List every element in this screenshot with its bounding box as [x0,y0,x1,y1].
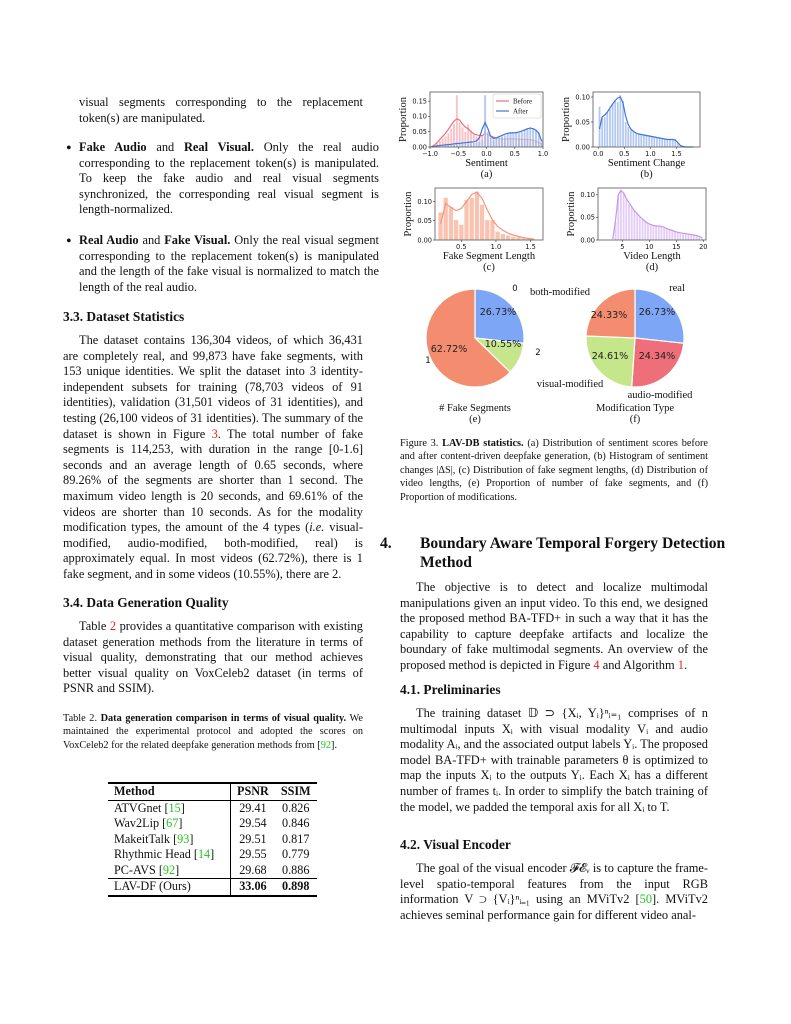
y-tick-label: 0.10 [417,197,432,206]
histogram-bar [679,233,681,240]
method-cell: PC-AVS [92] [108,863,231,879]
table-row [108,847,317,863]
histogram-bar [644,221,646,240]
histogram-bar [501,234,506,240]
x-tick-label: 15 [672,243,681,251]
histogram-bar [459,144,461,147]
histogram-bar [495,232,500,240]
histogram-bar [456,144,458,147]
x-tick-label: 1.5 [525,243,536,251]
header-psnr: PSNR [237,784,269,798]
y-tick-label: 0.00 [412,143,427,152]
bullet-fake-audio: • Fake Audio and Real Visual. Only the real audio corresponding to the replacement token(s) is manipulated. To keep the fake audio and real visual segments synchronized, the corresponding real visual segment is length-normalized. [66,140,379,217]
y-tick-label: 0.10 [580,191,595,200]
histogram-bar [473,143,475,147]
histogram-bar [631,207,633,240]
x-tick-label: 5 [620,243,625,251]
histogram-bar [511,237,516,240]
y-axis-label: Proportion [561,97,572,142]
table2 [108,782,317,897]
y-tick-label: 0.10 [575,93,590,102]
bullet-dot: • [66,140,72,157]
bullet-text: Only the real audio corresponding to the replacement token(s) is manipulated. To keep the fake audio and real visual segments synchronized, the corresponding real visual segment is length-normalized. [79,140,379,217]
section-heading-4-1: 4.1. Preliminaries [400,682,501,697]
bullet-dot: • [66,233,72,250]
pie-title: Modification Type [595,403,675,414]
histogram-bar [652,226,654,240]
x-tick-label: 1.0 [490,243,502,251]
histogram-bar [674,231,676,240]
subfigure-label: (d) [645,262,659,273]
histogram-bar [475,191,480,240]
pie-value-label: 24.34% [638,351,676,362]
ssim-cell: 0.826 [282,800,310,815]
section-4-paragraph: The objective is to detect and localize multimodal manipulations given an input video. To this end, we designed the proposed method BA-TFD+ in such a way that it has the capability to capture deepfake artifacts and localize the boundary of fake multimodal segments. An overview of the proposed method is depicted in Figure 4 and Algorithm 1. [400,580,708,672]
histogram-bar [625,122,627,147]
citation-link[interactable]: 92 [320,739,332,751]
subfigure-label: (b) [640,169,653,180]
histogram-bar [609,109,611,147]
histogram-bar [687,234,689,240]
histogram-bar [653,137,655,148]
x-axis-label: Sentiment Change [607,158,686,169]
chart-f-modification-type-pie [530,283,693,425]
y-tick-label: 0.05 [412,128,427,137]
method-cell: Wav2Lip [67] [108,816,231,832]
y-tick-label: 0.00 [417,236,432,245]
x-tick-label: 1.0 [537,150,549,158]
header-ssim: SSIM [280,784,311,798]
histogram-bar [672,140,674,147]
histogram-bar [476,142,478,147]
y-axis-label: Proportion [403,191,414,237]
bullet-bold: Real Audio [79,233,139,247]
histogram-bar [620,190,622,240]
dataset-statistics-paragraph: The dataset contains 136,304 videos, of which 36,431 are completely real, and 99,873 have fake segments, with 153 unique identities. We split the dataset into 3 identity-independent subsets for training (78,703 videos of 91 identities), validation (31,501 videos of 31 identities), and testing (26,100 videos of 31 identities). The summary of the dataset is shown in Figure 3. The total number of fake segments is 114,253, with duration in the range [0-1.6] seconds and an average length of 0.65 seconds, where 89.26% of the segments are shorter than 1 second. The maximum video length is 20 seconds, and 69.61% of the videos are shorter than 10 seconds. As for the modality modification types, the amount of the 4 types (i.e. visual-modified, audio-modified, both-modified, real) is approximately equal. In most videos (62.72%), there is 1 fake segment, and in some videos (10.55%), there are 2. [63,333,363,581]
chart-b-sentiment-change [561,92,700,180]
y-tick-label: 0.05 [417,217,432,226]
citation-link[interactable]: 50 [639,892,653,907]
bullet-bold: Fake Audio [79,140,147,154]
histogram-bar [461,144,463,147]
histogram-bar [509,132,511,147]
histogram-bar [495,138,497,147]
visual-encoder-paragraph: The goal of the visual encoder 𝓕𝓔ᵥ is to capture the frame-level spatio-temporal features from the input RGB information V ⊃ {Vᵢ}ⁿᵢ₌₁ using an MViTv2 [50]. MViTv2 achieves seminal performance gain for different video anal- [400,861,708,922]
histogram-bar [682,233,684,240]
pie-category-label: 2 [535,348,541,358]
histogram-bar [498,137,500,147]
histogram-bar [635,133,637,147]
histogram-bar [664,139,666,148]
y-tick-label: 0.05 [575,118,590,127]
pie-category-label: real [669,283,685,294]
x-tick-label: 10 [645,243,654,251]
header-method: Method [108,783,231,800]
histogram-bar [518,133,520,147]
x-tick-label: −1.0 [421,150,439,158]
table-row [108,863,317,879]
histogram-bar [614,101,616,147]
x-tick-label: 1.0 [645,150,656,158]
citation-link[interactable]: 15 [168,800,181,815]
table-header-row [108,783,317,800]
y-tick-label: 0.00 [580,236,595,245]
histogram-bar [492,139,494,147]
pie-value-label: 26.73% [638,307,676,318]
x-axis-label: Video Length [623,251,681,262]
histogram-bar [526,129,528,147]
pie-value-label: 24.33% [590,310,628,321]
y-tick-label: 0.00 [575,143,590,152]
bullet-bold: Real Visual. [183,140,254,154]
histogram-bar [640,135,642,148]
histogram-bar [521,132,523,147]
histogram-bar [467,143,469,147]
pie-category-label: visual-modified [536,379,604,390]
histogram-bar [490,138,492,147]
psnr-cell: 33.06 [239,879,267,893]
subfigure-label: (a) [480,169,493,180]
citation-link[interactable]: 93 [177,831,190,846]
histogram-bar [470,143,472,147]
section-heading-3-4: 3.4. Data Generation Quality [63,595,229,610]
histogram-bar [487,132,489,147]
method-cell: LAV-DF (Ours) [108,879,231,896]
histogram-bar [677,232,679,240]
histogram-bar [647,223,649,240]
table2-caption: Table 2. Data generation comparison in terms of visual quality. We maintained the experimental protocol and adopted the scores on VoxCeleb2 for the related deepfake generation methods from [92]. [63,713,363,751]
x-tick-label: 0.0 [592,150,604,158]
pie-value-label: 24.61% [591,351,629,362]
x-tick-label: 0.5 [619,150,630,158]
histogram-bar [512,133,514,147]
bullet-fake-visual: • Real Audio and Fake Visual. Only the real visual segment corresponding to the replacement token(s) is manipulated and the length of the fake visual is normalized to match the length of the real audio. [66,233,379,294]
histogram-bar [504,135,506,147]
histogram-bar [630,130,632,148]
section-heading-4-2: 4.2. Visual Encoder [400,837,511,852]
histogram-bar [481,139,483,147]
histogram-bar [690,235,692,240]
ssim-cell: 0.846 [282,816,310,830]
histogram-bar [469,198,474,240]
y-tick-label: 0.10 [412,112,427,121]
x-tick-label: 1.5 [671,150,682,158]
pie-value-label: 62.72% [430,344,468,355]
histogram-bar [659,138,661,148]
histogram-bar [449,207,454,240]
table-row-ours [108,879,317,896]
histogram-bar [660,226,662,240]
histogram-bar [524,130,526,147]
histogram-bar [464,200,469,240]
chart-c-fake-segment-length [403,188,543,273]
pie-category-label: audio-modified [627,390,693,401]
pie-value-label: 10.55% [484,339,522,350]
legend-label: Before [513,97,533,106]
histogram-bar [693,235,695,240]
subfigure-label: (c) [483,262,495,273]
y-tick-label: 0.15 [412,97,427,106]
x-tick-label: 0.0 [481,150,492,158]
section-heading-3-3: 3.3. Dataset Statistics [63,309,185,324]
x-axis-label: Sentiment [465,158,508,169]
section-heading-4: 4. Boundary Aware Temporal Forgery Detection Method [380,535,726,571]
figure-ref-link[interactable]: 3 [211,426,218,441]
table-row [108,832,317,848]
histogram-bar [625,199,627,240]
histogram-bar [627,127,629,147]
citation-link[interactable]: 67 [166,816,179,830]
pie-title: # Fake Segments [439,403,511,414]
histogram-bar [633,211,635,240]
histogram-bar [619,95,621,147]
histogram-bar [456,95,458,147]
pie-category-label: both-modified [529,287,591,298]
bullet-text: Only the real visual segment corresponding to the replacement token(s) is manipulated and the length of the fake visual is normalized to match the length of the real audio. [79,233,379,294]
y-axis-label: Proportion [398,97,409,142]
table-row [108,816,317,832]
psnr-cell: 29.55 [239,847,267,861]
histogram-bar [478,142,480,148]
histogram-bar [604,117,606,147]
x-tick-label: 20 [699,243,708,251]
legend-label: After [513,107,528,116]
x-tick-label: −0.5 [450,150,467,158]
histogram-bar [655,226,657,240]
x-tick-label: 0.5 [509,150,520,158]
histogram-bar [632,132,634,147]
algorithm-ref-link[interactable]: 1 [677,657,684,672]
pie-slice [632,338,684,387]
histogram-bar [459,225,464,240]
x-tick-label: 0.5 [456,243,467,251]
histogram-bar [648,135,650,147]
histogram-bar [501,136,503,147]
histogram-bar [669,140,671,148]
ssim-cell: 0.898 [282,879,310,893]
histogram-bar [612,104,614,147]
method-cell: MakeitTalk [93] [108,832,231,848]
pie-category-label: 0 [512,284,518,294]
histogram-bar [643,135,645,147]
histogram-bar [639,216,641,240]
subfigure-label: (f) [629,414,641,425]
histogram-bar [671,231,673,240]
chart-a-sentiment [398,92,548,180]
histogram-bar [666,139,668,147]
histogram-bar [532,128,534,147]
histogram-bar [638,134,640,147]
psnr-cell: 29.54 [239,816,267,830]
histogram-bar [656,137,658,147]
histogram-bar [623,193,625,240]
histogram-bar [669,230,671,240]
psnr-cell: 29.68 [239,862,267,877]
chart-d-video-length [566,188,707,273]
ssim-cell: 0.779 [282,847,310,861]
figure3-caption: Figure 3. LAV-DB statistics. (a) Distribution of sentiment scores before and after content-driven deepfake generation, (b) Histogram of sentiment changes |ΔS|, (c) Distribution of fake segment lengths, (d) Distribution of video lengths, (e) Proportion of number of fake segments, and (f) Proportion of modifications. [400,438,708,503]
histogram-bar [628,204,630,240]
chart-e-fake-segments-pie [425,284,540,425]
histogram-bar [685,234,687,240]
psnr-cell: 29.41 [239,800,267,815]
histogram-bar [480,205,485,240]
citation-link[interactable]: 14 [197,847,211,861]
figure-3 [395,85,725,430]
histogram-bar [529,127,531,147]
histogram-bar [515,132,517,147]
histogram-bar [485,220,490,240]
preliminaries-paragraph: The training dataset 𝔻 ⊃ {Xᵢ, Yᵢ}ⁿᵢ₌₁ comprises of n multimodal inputs Xᵢ with visual modality Vᵢ and audio modality Aᵢ, and the associated output labels Yᵢ. The proposed model BA-TFD+ with trainable parameters θ is optimized to map the inputs Xᵢ to the outputs Yᵢ. Each Xᵢ has a different number of frames tᵢ. In order to simplify the batch training of the model, we padded the temporal axis for all Xᵢ to T. [400,706,708,814]
histogram-bar [506,235,511,240]
histogram-bar [516,237,521,240]
histogram-bar [606,112,608,147]
histogram-bar [490,220,495,240]
citation-link[interactable]: 92 [162,862,176,877]
method-cell: Rhythmic Head [14] [108,847,231,863]
data-quality-paragraph: Table 2 provides a quantitative comparison with existing dataset generation methods from the literature in terms of visual quality, demonstrating that our method achieves better visual quality on VoxCeleb2 dataset (in terms of PSNR and SSIM). [63,619,363,696]
ssim-cell: 0.817 [282,831,310,846]
x-axis-label: Fake Segment Length [442,251,536,262]
histogram-bar [636,214,638,240]
histogram-bar [645,136,647,148]
method-cell: ATVGnet [15] [108,800,231,816]
histogram-bar [642,219,644,240]
histogram-bar [454,220,459,240]
histogram-bar [617,102,619,147]
figure-ref-link[interactable]: 4 [593,657,600,672]
y-axis-label: Proportion [566,191,577,237]
histogram-bar [666,229,668,240]
histogram-bar [663,228,665,240]
ssim-cell: 0.886 [282,862,310,877]
histogram-bar [464,143,466,147]
intro-paragraph: visual segments corresponding to the replacement token(s) are manipulated. [79,95,363,125]
histogram-bar [658,226,660,240]
pie-value-label: 26.73% [479,307,517,318]
bullet-bold: Fake Visual. [164,233,231,247]
histogram-bar [661,138,663,147]
histogram-bar [651,136,653,147]
psnr-cell: 29.51 [239,831,267,846]
table-ref-link[interactable]: 2 [109,619,117,633]
pie-category-label: 1 [425,356,431,366]
subfigure-label: (e) [469,414,481,425]
histogram-bar [507,133,509,147]
table-row [108,800,317,816]
y-tick-label: 0.05 [580,213,595,222]
histogram-bar [650,225,652,240]
histogram-bar [484,95,486,147]
